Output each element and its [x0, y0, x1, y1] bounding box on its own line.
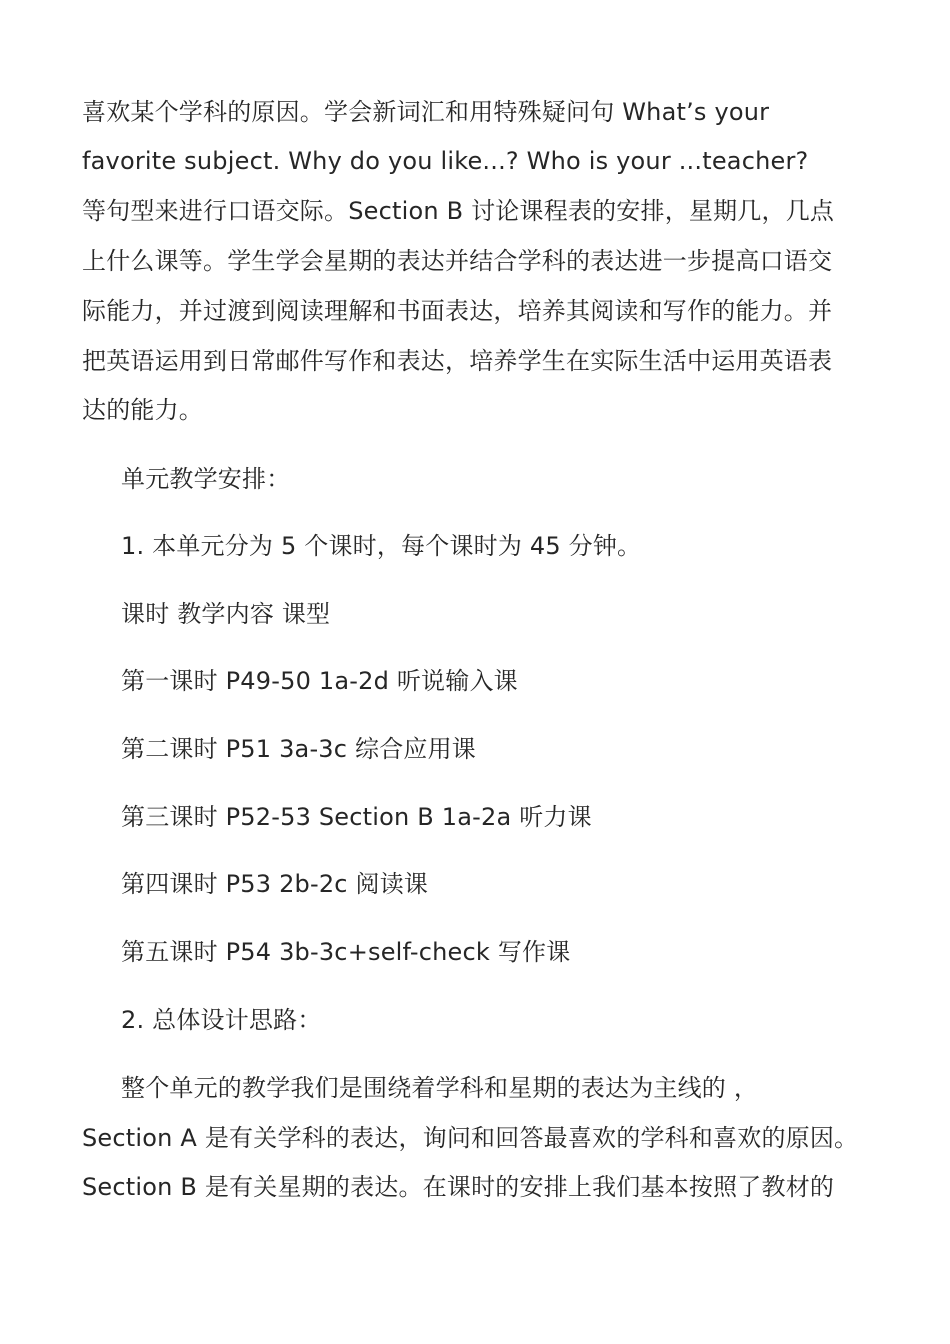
intro-line-3: 等句型来进行口语交际。Section B 讨论课程表的安排，星期几，几点	[82, 197, 835, 225]
intro-line-4: 上什么课等。学生学会星期的表达并结合学科的表达进一步提高口语交	[82, 247, 833, 275]
arrangement-heading: 单元教学安排：	[121, 465, 291, 493]
intro-line-1: 喜欢某个学科的原因。学会新词汇和用特殊疑问句 What’s your	[82, 98, 770, 126]
schedule-row: 第一课时 P49-50 1a-2d 听说输入课	[121, 667, 518, 695]
schedule-row: 第五课时 P54 3b-3c+self-check 写作课	[121, 938, 571, 966]
design-line-1: 整个单元的教学我们是围绕着学科和星期的表达为主线的 ，	[121, 1074, 759, 1102]
schedule-row: 第三课时 P52-53 Section B 1a-2a 听力课	[121, 803, 592, 831]
item-1: 1. 本单元分为 5 个课时，每个课时为 45 分钟。	[121, 532, 642, 560]
item-2: 2. 总体设计思路：	[121, 1006, 322, 1034]
intro-line-6: 把英语运用到日常邮件写作和表达，培养学生在实际生活中运用英语表	[82, 347, 833, 375]
schedule-header: 课时 教学内容 课型	[121, 600, 331, 628]
design-line-3: Section B 是有关星期的表达。在课时的安排上我们基本按照了教材的	[82, 1173, 835, 1201]
schedule-row: 第二课时 P51 3a-3c 综合应用课	[121, 735, 476, 763]
intro-line-5: 际能力，并过渡到阅读理解和书面表达，培养其阅读和写作的能力。并	[82, 297, 833, 325]
schedule-row: 第四课时 P53 2b-2c 阅读课	[121, 870, 429, 898]
intro-line-7: 达的能力。	[82, 396, 203, 424]
intro-line-2: favorite subject. Why do you like...? Who is your ...teacher?	[82, 147, 809, 175]
design-line-2: Section A 是有关学科的表达，询问和回答最喜欢的学科和喜欢的原因。	[82, 1124, 859, 1152]
